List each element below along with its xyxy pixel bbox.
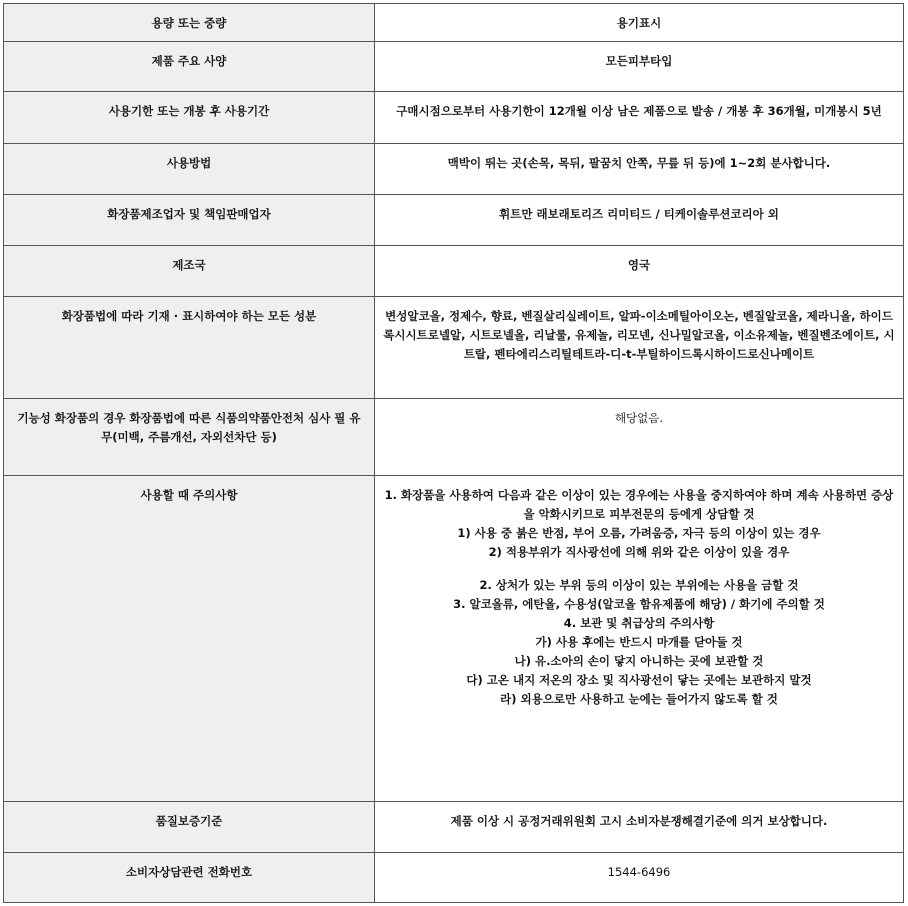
caution-line: 3. 알코올류, 에탄올, 수용성(알코올 함유제품에 해당) / 화기에 주의할 것 xyxy=(453,597,825,611)
caution-line: 다) 고온 내지 저온의 장소 및 직사광선이 닿는 곳에는 보관하지 말것 xyxy=(466,673,812,687)
table-row xyxy=(4,853,904,903)
row-value: 해당없음. xyxy=(375,399,904,476)
table-row xyxy=(4,4,904,42)
row-value: 휘트만 래보래토리즈 리미티드 / 티케이솔루션코리아 외 xyxy=(375,195,904,246)
table-row xyxy=(4,297,904,399)
caution-value xyxy=(375,476,904,802)
row-value: 영국 xyxy=(375,246,904,297)
caution-line: 2) 적용부위가 직사광선에 의해 위와 같은 이상이 있을 경우 xyxy=(488,545,790,559)
table-row xyxy=(4,144,904,195)
caution-line: 4. 보관 및 취급상의 주의사항 xyxy=(563,616,715,630)
table-row xyxy=(4,802,904,853)
row-value: 제품 이상 시 공정거래위원회 고시 소비자분쟁해결기준에 의거 보상합니다. xyxy=(375,802,904,853)
table-row xyxy=(4,476,904,802)
row-label: 품질보증기준 xyxy=(4,802,375,853)
caution-line: 라) 외용으로만 사용하고 눈에는 들어가지 않도록 할 것 xyxy=(500,692,778,706)
row-label: 사용할 때 주의사항 xyxy=(4,476,375,802)
caution-line: 나) 유.소아의 손이 닿지 아니하는 곳에 보관할 것 xyxy=(514,654,764,668)
row-label: 용량 또는 중량 xyxy=(4,4,375,42)
row-label: 사용방법 xyxy=(4,144,375,195)
row-label: 기능성 화장품의 경우 화장품법에 따른 식품의약품안전처 심사 필 유무(미백, 주름개선, 자외선차단 등) xyxy=(4,399,375,476)
row-label: 제조국 xyxy=(4,246,375,297)
caution-line: 2. 상처가 있는 부위 등의 이상이 있는 부위에는 사용을 금할 것 xyxy=(479,578,799,592)
caution-line: 가) 사용 후에는 반드시 마개를 닫아둘 것 xyxy=(535,635,743,649)
row-label: 사용기한 또는 개봉 후 사용기간 xyxy=(4,92,375,144)
row-value: 맥박이 뛰는 곳(손목, 목뒤, 팔꿈치 안쪽, 무릎 뒤 등)에 1~2회 분사합니다. xyxy=(375,144,904,195)
caution-line: 1) 사용 중 붉은 반점, 부어 오름, 가려움증, 자극 등의 이상이 있는 경우 xyxy=(457,526,821,540)
caution-line: 1. 화장품을 사용하여 다음과 같은 이상이 있는 경우에는 사용을 중지하여야 하며 계속 사용하면 증상을 악화시키므로 피부전문의 등에게 상담할 것 xyxy=(384,488,894,521)
table-row xyxy=(4,92,904,144)
table-row xyxy=(4,195,904,246)
product-info-table xyxy=(3,3,904,903)
row-label: 소비자상담관련 전화번호 xyxy=(4,853,375,903)
row-label: 화장품제조업자 및 책임판매업자 xyxy=(4,195,375,246)
phone-value: 1544-6496 xyxy=(375,853,904,903)
row-value: 구매시점으로부터 사용기한이 12개월 이상 남은 제품으로 발송 / 개봉 후 36개월, 미개봉시 5년 xyxy=(375,92,904,144)
caution-spacer xyxy=(381,562,897,576)
table-row xyxy=(4,42,904,92)
row-value: 모든피부타입 xyxy=(375,42,904,92)
row-value: 용기표시 xyxy=(375,4,904,42)
table-row xyxy=(4,246,904,297)
table-row xyxy=(4,399,904,476)
row-label: 제품 주요 사양 xyxy=(4,42,375,92)
ingredients-value: 변성알코올, 정제수, 향료, 벤질살리실레이트, 알파-이소메틸아이오논, 벤질알코올, 제라니올, 하이드록시시트로넬알, 시트로넬올, 리날룰, 유제놀, 리모넨, 신나밀알코올, 이소유제놀, 벤질벤조에이트, 시트랄, 펜타에리스리틸테트라-디-t-부틸하이드록시하이드로신나메이트 xyxy=(375,297,904,399)
row-label: 화장품법에 따라 기재 · 표시하여야 하는 모든 성분 xyxy=(4,297,375,399)
